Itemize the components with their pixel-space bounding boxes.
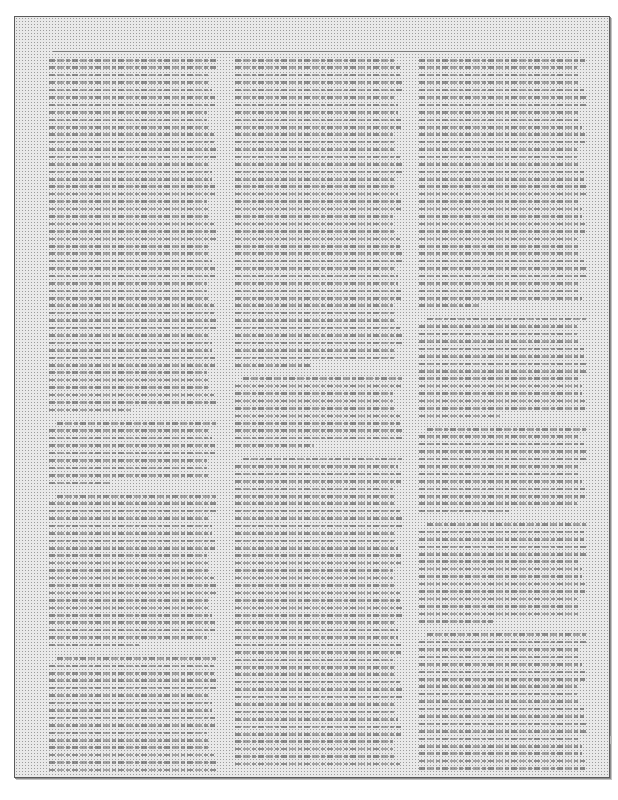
text-line [49, 629, 215, 632]
text-line [419, 465, 579, 468]
text-line [235, 569, 393, 572]
text-line [419, 96, 587, 99]
text-line [419, 568, 582, 571]
text-line [419, 355, 584, 358]
text-line [235, 592, 400, 595]
text-line [49, 230, 217, 233]
text-line [419, 538, 584, 541]
text-line [235, 96, 395, 99]
text-line [235, 334, 403, 337]
text-line [49, 444, 215, 447]
text-line [235, 385, 401, 388]
text-line [235, 327, 400, 330]
text-line [49, 621, 215, 624]
text-line [49, 409, 131, 412]
text-line [235, 357, 395, 360]
text-line [235, 415, 400, 418]
text-line [49, 584, 217, 587]
text-line [419, 435, 580, 438]
text-line [419, 700, 580, 703]
text-line [49, 679, 217, 682]
text-line [49, 349, 212, 352]
text-line [235, 599, 400, 602]
text-line [419, 685, 577, 688]
text-line [235, 517, 403, 520]
text-line [235, 584, 396, 587]
text-line [235, 629, 398, 632]
text-line [235, 437, 403, 440]
text-line [235, 525, 403, 528]
text-line [419, 111, 579, 114]
text-line [49, 364, 215, 367]
scan-edge-mark [610, 736, 612, 744]
text-line [419, 74, 580, 77]
text-line [235, 245, 400, 248]
running-header [53, 37, 579, 52]
text-line [49, 171, 212, 174]
text-line [419, 223, 585, 226]
text-line [419, 738, 579, 741]
text-line [49, 769, 217, 771]
text-line [419, 480, 582, 483]
text-line [427, 428, 587, 431]
text-line [235, 74, 400, 77]
text-line [49, 252, 209, 255]
text-line [49, 208, 210, 211]
text-line [419, 392, 582, 395]
text-line [49, 547, 215, 550]
text-column-3 [419, 59, 587, 771]
text-line [235, 763, 400, 766]
text-line [419, 678, 585, 681]
text-line [235, 429, 403, 432]
text-line [49, 371, 207, 374]
text-line [419, 325, 577, 328]
text-line [235, 133, 393, 136]
text-line [235, 119, 401, 122]
text-line [49, 193, 215, 196]
text-line [419, 583, 585, 586]
text-line [419, 377, 579, 380]
text-line [419, 415, 500, 418]
text-line [49, 761, 217, 764]
text-line [235, 688, 403, 691]
text-line [49, 178, 212, 181]
text-line [419, 333, 577, 336]
text-line [419, 297, 582, 300]
text-line [49, 614, 212, 617]
text-line [49, 502, 217, 505]
text-line [49, 275, 215, 278]
text-line [49, 59, 217, 62]
text-line [235, 473, 401, 476]
text-line [235, 502, 396, 505]
text-line [419, 495, 585, 498]
text-line [235, 200, 401, 203]
text-line [49, 636, 207, 639]
text-line [49, 510, 217, 513]
text-line [49, 687, 217, 690]
text-line [419, 260, 584, 263]
text-line [419, 767, 585, 770]
text-line [49, 282, 207, 285]
text-line [49, 732, 207, 735]
text-line [419, 267, 587, 270]
text-line [235, 711, 395, 714]
text-line [235, 141, 396, 144]
text-line [419, 385, 582, 388]
text-line [235, 577, 393, 580]
text-line [419, 126, 582, 129]
text-line [49, 694, 209, 697]
text-line [235, 81, 403, 84]
text-line [419, 407, 585, 410]
text-line [419, 275, 587, 278]
text-line [49, 215, 210, 218]
text-line [49, 223, 214, 226]
text-line [419, 348, 584, 351]
text-line [235, 319, 396, 322]
scanned-page [14, 16, 610, 778]
text-line [49, 746, 210, 749]
text-line [419, 605, 580, 608]
text-line [419, 575, 582, 578]
text-line [419, 458, 587, 461]
text-line [419, 104, 587, 107]
text-line [49, 644, 141, 647]
text-line [235, 607, 403, 610]
text-line [49, 401, 217, 404]
text-line [49, 304, 214, 307]
text-line [419, 200, 579, 203]
text-line [419, 502, 577, 505]
text-line [235, 540, 395, 543]
text-line [235, 349, 395, 352]
text-line [235, 740, 393, 743]
text-line [419, 510, 511, 513]
text-line [235, 66, 400, 69]
text-line [419, 745, 582, 748]
text-line [419, 598, 577, 601]
text-line [49, 577, 214, 580]
text-line [49, 327, 217, 330]
text-line [49, 148, 217, 151]
text-line [49, 724, 215, 727]
text-line [235, 733, 401, 736]
text-line [49, 267, 215, 270]
text-line [235, 215, 393, 218]
text-line [235, 718, 398, 721]
text-line [419, 363, 587, 366]
text-line [235, 666, 396, 669]
text-line [235, 748, 393, 751]
text-line [49, 89, 212, 92]
text-line [235, 422, 400, 425]
text-line [419, 671, 585, 674]
text-line [427, 523, 587, 526]
text-line [235, 488, 393, 491]
text-line [235, 267, 395, 270]
text-line [235, 342, 403, 345]
text-line [419, 215, 582, 218]
text-line [419, 81, 580, 84]
text-line [49, 482, 111, 485]
text-line [235, 407, 396, 410]
text-line [419, 230, 585, 233]
text-line [49, 96, 215, 99]
text-line [235, 260, 403, 263]
text-line [49, 342, 212, 345]
text-line [419, 89, 584, 92]
text-line [49, 290, 207, 293]
text-line [235, 659, 393, 662]
text-line [49, 739, 210, 742]
text-line [235, 126, 401, 129]
text-line [235, 703, 395, 706]
text-line [235, 562, 401, 565]
text-line [235, 644, 401, 647]
text-line [419, 450, 587, 453]
text-line [235, 636, 398, 639]
text-line [243, 377, 403, 380]
text-line [235, 465, 398, 468]
text-line [235, 400, 393, 403]
text-line [49, 297, 210, 300]
text-line [419, 553, 587, 556]
text-line [419, 663, 582, 666]
text-line [419, 613, 580, 616]
text-line [49, 111, 207, 114]
text-line [235, 726, 401, 729]
text-line [419, 648, 579, 651]
text-line [235, 696, 403, 699]
text-line [49, 592, 217, 595]
text-line [427, 318, 587, 321]
text-line [235, 185, 395, 188]
text-line [49, 702, 212, 705]
text-line [419, 488, 585, 491]
text-line [49, 156, 217, 159]
text-line [49, 554, 207, 557]
text-line [419, 760, 585, 763]
text-line [235, 208, 401, 211]
text-line [419, 245, 580, 248]
text-line [235, 547, 398, 550]
text-line [49, 104, 215, 107]
text-line [419, 304, 479, 307]
text-line [49, 238, 217, 241]
text-line [49, 569, 210, 572]
text-line [419, 693, 577, 696]
text-line [419, 473, 579, 476]
text-line [235, 104, 398, 107]
text-line [419, 282, 579, 285]
text-line [49, 133, 214, 136]
text-line [49, 185, 215, 188]
text-line [235, 282, 398, 285]
text-line [235, 156, 400, 159]
text-line [49, 459, 207, 462]
text-line [419, 715, 584, 718]
text-line [235, 275, 398, 278]
text-line [235, 304, 393, 307]
text-line [235, 178, 395, 181]
text-line [243, 458, 403, 461]
text-line [235, 614, 403, 617]
text-line [419, 156, 577, 159]
text-line [419, 252, 580, 255]
text-line [49, 517, 209, 520]
text-line [419, 193, 587, 196]
text-line [235, 651, 401, 654]
text-line [235, 111, 398, 114]
text-line [49, 665, 214, 668]
text-line [419, 185, 587, 188]
text-line [419, 238, 577, 241]
text-line [419, 148, 577, 151]
text-line [419, 723, 587, 726]
text-line [235, 495, 396, 498]
text-line [419, 290, 579, 293]
text-line [235, 163, 403, 166]
text-line [49, 379, 210, 382]
text-line [235, 193, 398, 196]
text-line [419, 208, 582, 211]
text-line [235, 532, 395, 535]
text-line [419, 119, 579, 122]
text-line [57, 495, 217, 498]
text-line [57, 657, 217, 660]
text-line [49, 429, 209, 432]
text-line [49, 754, 214, 757]
text-line [49, 709, 212, 712]
text-line [49, 672, 214, 675]
text-line [49, 319, 217, 322]
text-line [419, 443, 584, 446]
text-line [235, 755, 396, 758]
text-line [419, 531, 584, 534]
text-line [49, 334, 209, 337]
text-line [235, 230, 396, 233]
text-line [49, 312, 214, 315]
text-line [49, 437, 212, 440]
text-line [49, 74, 209, 77]
text-line [235, 554, 401, 557]
text-line [419, 340, 580, 343]
text-line [57, 422, 217, 425]
text-line [49, 562, 210, 565]
text-line [419, 163, 580, 166]
text-line [235, 59, 396, 62]
text-line [419, 370, 587, 373]
text-line [235, 252, 403, 255]
text-line [235, 89, 403, 92]
text-line [49, 599, 209, 602]
text-line [49, 357, 215, 360]
text-line [419, 59, 585, 62]
text-line [49, 532, 212, 535]
text-line [49, 119, 207, 122]
text-line [419, 752, 582, 755]
text-line [235, 171, 403, 174]
text-line [235, 681, 400, 684]
text-line [419, 546, 587, 549]
text-line [235, 480, 401, 483]
text-line [419, 641, 587, 644]
text-line [235, 621, 395, 624]
text-line [419, 133, 585, 136]
text-line [419, 66, 577, 69]
text-line [49, 386, 210, 389]
text-line [49, 141, 214, 144]
text-line [49, 717, 215, 720]
text-line [419, 656, 579, 659]
text-line [235, 238, 400, 241]
text-line [419, 708, 584, 711]
text-line [235, 148, 396, 151]
text-line [235, 444, 314, 447]
text-line [235, 510, 400, 513]
text-line [49, 467, 207, 470]
text-line [235, 673, 396, 676]
text-line [49, 474, 210, 477]
text-column-2 [235, 59, 403, 771]
text-line [419, 400, 585, 403]
text-line [235, 223, 393, 226]
text-line [235, 392, 393, 395]
text-line [49, 66, 217, 69]
text-line [419, 590, 585, 593]
text-line [235, 312, 396, 315]
text-line [419, 171, 584, 174]
text-line [419, 560, 579, 563]
text-line [235, 290, 401, 293]
text-line [49, 163, 209, 166]
text-line [49, 525, 212, 528]
text-line [49, 394, 214, 397]
text-line [49, 81, 209, 84]
text-column-1 [49, 59, 217, 771]
text-line [419, 730, 587, 733]
text-line [49, 452, 215, 455]
text-line [49, 260, 212, 263]
text-line [427, 633, 587, 636]
text-line [49, 200, 207, 203]
text-line [49, 126, 210, 129]
text-line [235, 364, 311, 367]
text-line [49, 607, 209, 610]
text-line [49, 540, 215, 543]
text-line [419, 178, 584, 181]
text-line [419, 620, 493, 623]
text-line [235, 297, 401, 300]
text-line [49, 245, 209, 248]
text-line [419, 141, 585, 144]
